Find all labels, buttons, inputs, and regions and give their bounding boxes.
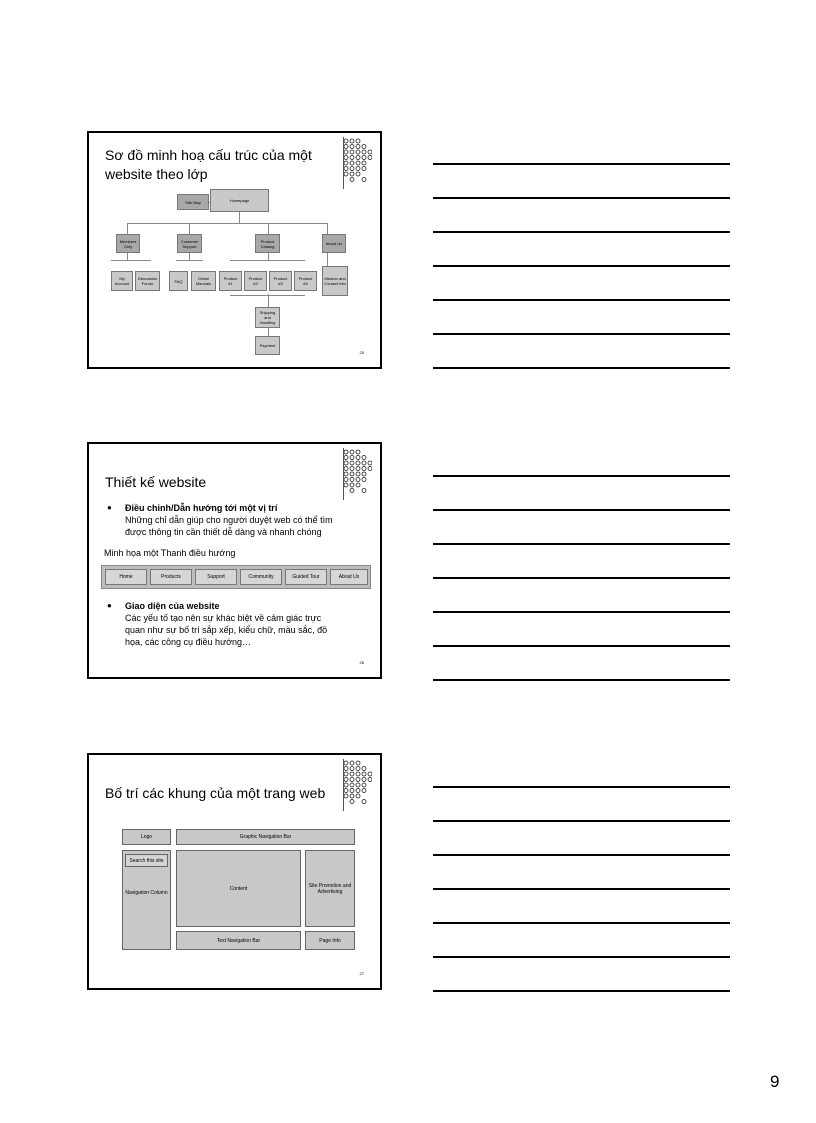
decoration-dot bbox=[362, 156, 366, 160]
note-line bbox=[433, 265, 730, 267]
decoration-dot bbox=[368, 150, 372, 154]
divider-line bbox=[343, 448, 344, 500]
decoration-dot bbox=[356, 172, 360, 176]
decoration-dot bbox=[344, 150, 348, 154]
decoration-dot bbox=[350, 145, 354, 149]
note-line bbox=[433, 611, 730, 613]
decoration-dot bbox=[344, 456, 348, 460]
decoration-dot bbox=[362, 767, 366, 771]
slide-title: Bố trí các khung của một trang web bbox=[105, 785, 326, 801]
note-line bbox=[433, 577, 730, 579]
nav-button-about-us: About Us bbox=[330, 569, 368, 585]
node-members-only: Members Only bbox=[116, 234, 140, 253]
connector bbox=[189, 252, 190, 260]
frame-graphic-navigation-bar: Graphic Navigation Bar bbox=[176, 829, 355, 845]
connector bbox=[111, 260, 151, 261]
slide-number: 26 bbox=[359, 660, 364, 665]
note-line bbox=[433, 922, 730, 924]
node-payment: Payment bbox=[255, 336, 280, 355]
nav-button-community: Community bbox=[240, 569, 282, 585]
dot-grid-decoration bbox=[342, 759, 372, 805]
divider-line bbox=[343, 137, 344, 189]
note-line bbox=[433, 333, 730, 335]
decoration-dot bbox=[362, 778, 366, 782]
node-faq: FAQ bbox=[169, 271, 188, 291]
node-site-map: Site Map bbox=[177, 194, 209, 210]
decoration-dot bbox=[344, 467, 348, 471]
decoration-dot bbox=[344, 789, 348, 793]
decoration-dot bbox=[356, 794, 360, 798]
decoration-dot bbox=[368, 156, 372, 160]
decoration-dot bbox=[344, 472, 348, 476]
decoration-dot bbox=[344, 172, 348, 176]
node-shipping-handling: Shipping and Handling bbox=[255, 307, 280, 328]
bullet-icon: ● bbox=[107, 503, 112, 512]
connector bbox=[230, 260, 305, 261]
navigation-column-label: Navigation Column bbox=[125, 890, 168, 896]
note-line bbox=[433, 645, 730, 647]
decoration-dot bbox=[362, 456, 366, 460]
frame-search-box: Search this site bbox=[125, 854, 168, 867]
connector bbox=[327, 252, 328, 266]
note-line bbox=[433, 509, 730, 511]
slide-25 bbox=[87, 131, 382, 369]
connector bbox=[127, 223, 327, 224]
decoration-dot bbox=[350, 489, 354, 493]
decoration-dot bbox=[362, 789, 366, 793]
decoration-dot bbox=[356, 450, 360, 454]
slide-number: 25 bbox=[359, 350, 364, 355]
decoration-dot bbox=[368, 772, 372, 776]
decoration-dot bbox=[344, 161, 348, 165]
node-about-us: About Us bbox=[322, 234, 346, 253]
decoration-dot bbox=[362, 472, 366, 476]
nav-button-guided-tour: Guided Tour bbox=[285, 569, 327, 585]
node-homepage: Homepage bbox=[210, 189, 269, 212]
node-product-3: Product #3 bbox=[269, 271, 292, 291]
decoration-dot bbox=[350, 467, 354, 471]
decoration-dot bbox=[362, 772, 366, 776]
connector bbox=[230, 295, 305, 296]
decoration-dot bbox=[362, 800, 366, 804]
decoration-dot bbox=[356, 778, 360, 782]
decoration-dot bbox=[356, 783, 360, 787]
decoration-dot bbox=[350, 789, 354, 793]
decoration-dot bbox=[362, 150, 366, 154]
decoration-dot bbox=[344, 167, 348, 171]
frame-logo: Logo bbox=[122, 829, 171, 845]
decoration-dot bbox=[362, 461, 366, 465]
decoration-dot bbox=[344, 450, 348, 454]
decoration-dot bbox=[362, 167, 366, 171]
node-product-catalog: Product Catalog bbox=[255, 234, 280, 253]
note-line bbox=[433, 854, 730, 856]
frame-text-navigation-bar: Text Navigation Bar bbox=[176, 931, 301, 950]
node-product-1: Product #1 bbox=[219, 271, 242, 291]
decoration-dot bbox=[362, 478, 366, 482]
bullet-text-line: quan như sự bố trí sắp xếp, kiểu chữ, màu sắc, đồ bbox=[125, 625, 328, 635]
nav-button-support: Support bbox=[195, 569, 237, 585]
frame-site-promotion: Site Promotion and Advertising bbox=[305, 850, 355, 927]
decoration-dot bbox=[356, 767, 360, 771]
bullet-text-line: được thông tin cần thiết dễ dàng và nhanh chóng bbox=[125, 527, 322, 537]
decoration-dot bbox=[350, 172, 354, 176]
decoration-dot bbox=[362, 161, 366, 165]
decoration-dot bbox=[356, 483, 360, 487]
divider-line bbox=[343, 759, 344, 811]
decoration-dot bbox=[344, 461, 348, 465]
node-customer-support: Customer Support bbox=[177, 234, 202, 253]
decoration-dot bbox=[344, 778, 348, 782]
dot-grid-decoration bbox=[342, 137, 372, 183]
decoration-dot bbox=[350, 800, 354, 804]
node-product-2: Product #2 bbox=[244, 271, 267, 291]
decoration-dot bbox=[350, 167, 354, 171]
decoration-dot bbox=[350, 139, 354, 143]
decoration-dot bbox=[356, 167, 360, 171]
note-line bbox=[433, 888, 730, 890]
decoration-dot bbox=[350, 161, 354, 165]
decoration-dot bbox=[350, 478, 354, 482]
decoration-dot bbox=[344, 145, 348, 149]
note-line bbox=[433, 543, 730, 545]
note-line bbox=[433, 197, 730, 199]
note-line bbox=[433, 820, 730, 822]
decoration-dot bbox=[368, 778, 372, 782]
note-line bbox=[433, 367, 730, 369]
frame-page-info: Page Info bbox=[305, 931, 355, 950]
note-line bbox=[433, 163, 730, 165]
navigation-bar-illustration bbox=[101, 565, 371, 589]
decoration-dot bbox=[362, 467, 366, 471]
decoration-dot bbox=[368, 461, 372, 465]
decoration-dot bbox=[356, 472, 360, 476]
decoration-dot bbox=[350, 472, 354, 476]
decoration-dot bbox=[344, 761, 348, 765]
decoration-dot bbox=[344, 767, 348, 771]
connector bbox=[176, 260, 203, 261]
bullet-2 bbox=[125, 600, 327, 648]
frame-content: Content bbox=[176, 850, 301, 927]
decoration-dot bbox=[350, 450, 354, 454]
note-line bbox=[433, 299, 730, 301]
note-line bbox=[433, 990, 730, 992]
decoration-dot bbox=[350, 772, 354, 776]
bullet-heading: Điều chỉnh/Dẫn hướng tới một vị trí bbox=[125, 503, 278, 513]
decoration-dot bbox=[362, 783, 366, 787]
slide-title-line-2: website theo lớp bbox=[105, 166, 208, 182]
bullet-icon: ● bbox=[107, 601, 112, 610]
connector bbox=[127, 252, 128, 260]
slide-title bbox=[105, 146, 312, 184]
node-product-4: Product #4 bbox=[294, 271, 317, 291]
bullet-text-line: Các yếu tố tạo nên sự khác biệt về cảm giác trực bbox=[125, 613, 322, 623]
note-line bbox=[433, 475, 730, 477]
decoration-dot bbox=[356, 772, 360, 776]
decoration-dot bbox=[356, 478, 360, 482]
slide-number: 27 bbox=[359, 971, 364, 976]
page-number: 9 bbox=[770, 1072, 780, 1091]
decoration-dot bbox=[356, 467, 360, 471]
decoration-dot bbox=[344, 139, 348, 143]
decoration-dot bbox=[368, 467, 372, 471]
decoration-dot bbox=[362, 178, 366, 182]
decoration-dot bbox=[350, 778, 354, 782]
node-mission-contact: Mission and Contact Info bbox=[322, 266, 348, 296]
decoration-dot bbox=[362, 145, 366, 149]
decoration-dot bbox=[356, 456, 360, 460]
decoration-dot bbox=[350, 156, 354, 160]
decoration-dot bbox=[356, 789, 360, 793]
decoration-dot bbox=[344, 783, 348, 787]
decoration-dot bbox=[350, 483, 354, 487]
decoration-dot bbox=[344, 478, 348, 482]
decoration-dot bbox=[356, 761, 360, 765]
decoration-dot bbox=[350, 783, 354, 787]
decoration-dot bbox=[350, 456, 354, 460]
dot-grid-decoration bbox=[342, 448, 372, 494]
note-line bbox=[433, 956, 730, 958]
decoration-dot bbox=[344, 772, 348, 776]
bullet-text-line: Những chỉ dẫn giúp cho người duyệt web có thể tìm bbox=[125, 515, 333, 525]
decoration-dot bbox=[344, 483, 348, 487]
connector bbox=[268, 252, 269, 260]
connector bbox=[268, 294, 269, 308]
decoration-dot bbox=[350, 761, 354, 765]
decoration-dot bbox=[350, 178, 354, 182]
node-discussion-forum: Discussion Forum bbox=[135, 271, 160, 291]
slide-26 bbox=[87, 442, 382, 679]
bullet-text-line: họa, các công cụ điều hướng… bbox=[125, 637, 252, 647]
decoration-dot bbox=[356, 150, 360, 154]
decoration-dot bbox=[362, 489, 366, 493]
decoration-dot bbox=[350, 461, 354, 465]
note-line bbox=[433, 231, 730, 233]
nav-button-products: Products bbox=[150, 569, 192, 585]
decoration-dot bbox=[356, 139, 360, 143]
decoration-dot bbox=[350, 794, 354, 798]
decoration-dot bbox=[344, 156, 348, 160]
note-line bbox=[433, 786, 730, 788]
decoration-dot bbox=[344, 794, 348, 798]
connector bbox=[239, 212, 240, 223]
slide-title-line-1: Sơ đồ minh hoạ cấu trúc của một bbox=[105, 147, 312, 163]
decoration-dot bbox=[356, 461, 360, 465]
nav-caption: Minh họa một Thanh điều hướng bbox=[104, 548, 236, 558]
slide-27 bbox=[87, 753, 382, 990]
bullet-heading: Giao diện của website bbox=[125, 601, 220, 611]
node-my-account: My Account bbox=[111, 271, 133, 291]
node-online-manuals: Online Manuals bbox=[191, 271, 216, 291]
bullet-1 bbox=[125, 502, 333, 538]
decoration-dot bbox=[356, 161, 360, 165]
decoration-dot bbox=[356, 145, 360, 149]
decoration-dot bbox=[350, 767, 354, 771]
note-line bbox=[433, 679, 730, 681]
decoration-dot bbox=[350, 150, 354, 154]
decoration-dot bbox=[356, 156, 360, 160]
nav-button-home: Home bbox=[105, 569, 147, 585]
slide-title: Thiết kế website bbox=[105, 474, 207, 490]
